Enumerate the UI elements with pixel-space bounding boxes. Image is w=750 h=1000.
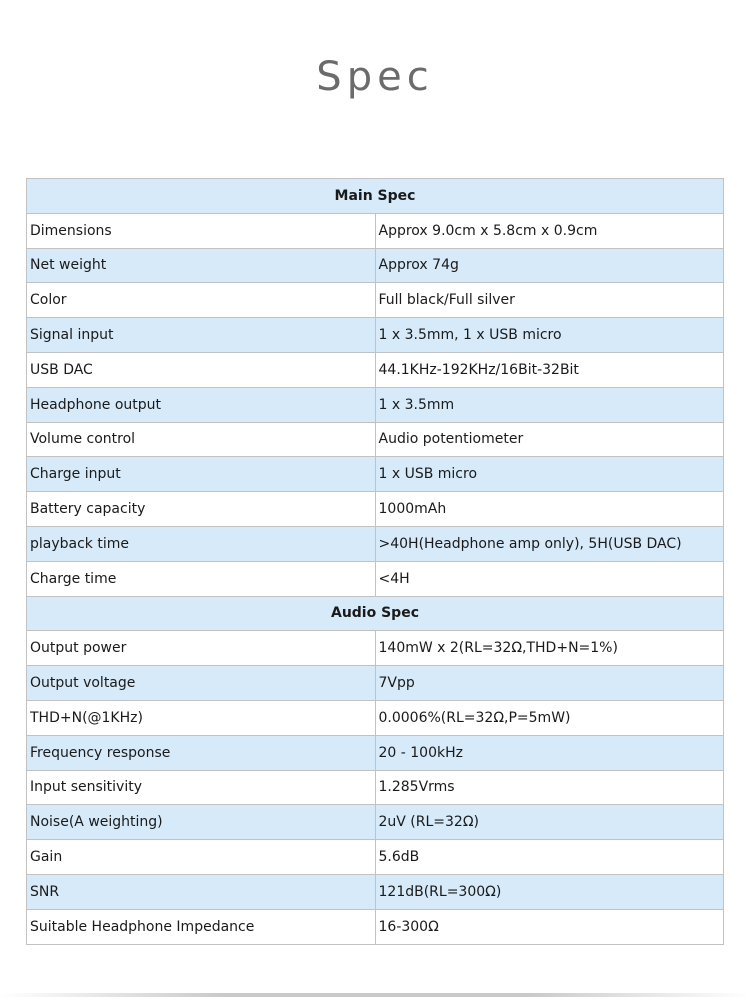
- spec-value: Audio potentiometer: [375, 422, 724, 457]
- spec-label: Gain: [27, 840, 376, 875]
- table-row: [27, 457, 724, 492]
- spec-label: Output voltage: [27, 666, 376, 701]
- spec-value: 44.1KHz-192KHz/16Bit-32Bit: [375, 352, 724, 387]
- spec-label: USB DAC: [27, 352, 376, 387]
- spec-label: Dimensions: [27, 213, 376, 248]
- spec-label: Noise(A weighting): [27, 805, 376, 840]
- table-row: [27, 318, 724, 353]
- spec-table: [26, 178, 724, 945]
- spec-label: playback time: [27, 526, 376, 561]
- spec-value: 1 x USB micro: [375, 457, 724, 492]
- table-row: [27, 561, 724, 596]
- table-row: [27, 492, 724, 527]
- table-row: [27, 700, 724, 735]
- table-row: [27, 631, 724, 666]
- table-row: [27, 213, 724, 248]
- spec-label: Frequency response: [27, 735, 376, 770]
- spec-value: <4H: [375, 561, 724, 596]
- spec-value: 140mW x 2(RL=32Ω,THD+N=1%): [375, 631, 724, 666]
- page-title: Spec: [316, 54, 434, 100]
- table-row: [27, 874, 724, 909]
- spec-value: 20 - 100kHz: [375, 735, 724, 770]
- spec-label: Color: [27, 283, 376, 318]
- spec-value: 1 x 3.5mm, 1 x USB micro: [375, 318, 724, 353]
- spec-label: Net weight: [27, 248, 376, 283]
- table-row: [27, 840, 724, 875]
- spec-label: Battery capacity: [27, 492, 376, 527]
- table-row: [27, 422, 724, 457]
- spec-value: 2uV (RL=32Ω): [375, 805, 724, 840]
- section-title: Main Spec: [27, 179, 724, 214]
- table-row: [27, 352, 724, 387]
- spec-label: Charge time: [27, 561, 376, 596]
- table-row: [27, 248, 724, 283]
- section-header-main-spec: [27, 179, 724, 214]
- section-header-audio-spec: [27, 596, 724, 631]
- table-row: [27, 770, 724, 805]
- spec-label: SNR: [27, 874, 376, 909]
- spec-value: 16-300Ω: [375, 909, 724, 944]
- spec-value: >40H(Headphone amp only), 5H(USB DAC): [375, 526, 724, 561]
- spec-label: Suitable Headphone Impedance: [27, 909, 376, 944]
- spec-value: 1 x 3.5mm: [375, 387, 724, 422]
- table-row: [27, 283, 724, 318]
- table-row: [27, 909, 724, 944]
- spec-label: Headphone output: [27, 387, 376, 422]
- spec-value: Approx 74g: [375, 248, 724, 283]
- section-title: Audio Spec: [27, 596, 724, 631]
- table-row: [27, 735, 724, 770]
- spec-value: Approx 9.0cm x 5.8cm x 0.9cm: [375, 213, 724, 248]
- spec-label: THD+N(@1KHz): [27, 700, 376, 735]
- spec-value: 0.0006%(RL=32Ω,P=5mW): [375, 700, 724, 735]
- spec-label: Output power: [27, 631, 376, 666]
- table-row: [27, 666, 724, 701]
- spec-value: 7Vpp: [375, 666, 724, 701]
- spec-value: 1.285Vrms: [375, 770, 724, 805]
- spec-label: Charge input: [27, 457, 376, 492]
- spec-value: 121dB(RL=300Ω): [375, 874, 724, 909]
- spec-label: Signal input: [27, 318, 376, 353]
- spec-label: Volume control: [27, 422, 376, 457]
- spec-label: Input sensitivity: [27, 770, 376, 805]
- spec-value: Full black/Full silver: [375, 283, 724, 318]
- spec-value: 1000mAh: [375, 492, 724, 527]
- table-row: [27, 387, 724, 422]
- table-row: [27, 526, 724, 561]
- bottom-divider: [0, 993, 750, 997]
- spec-value: 5.6dB: [375, 840, 724, 875]
- table-row: [27, 805, 724, 840]
